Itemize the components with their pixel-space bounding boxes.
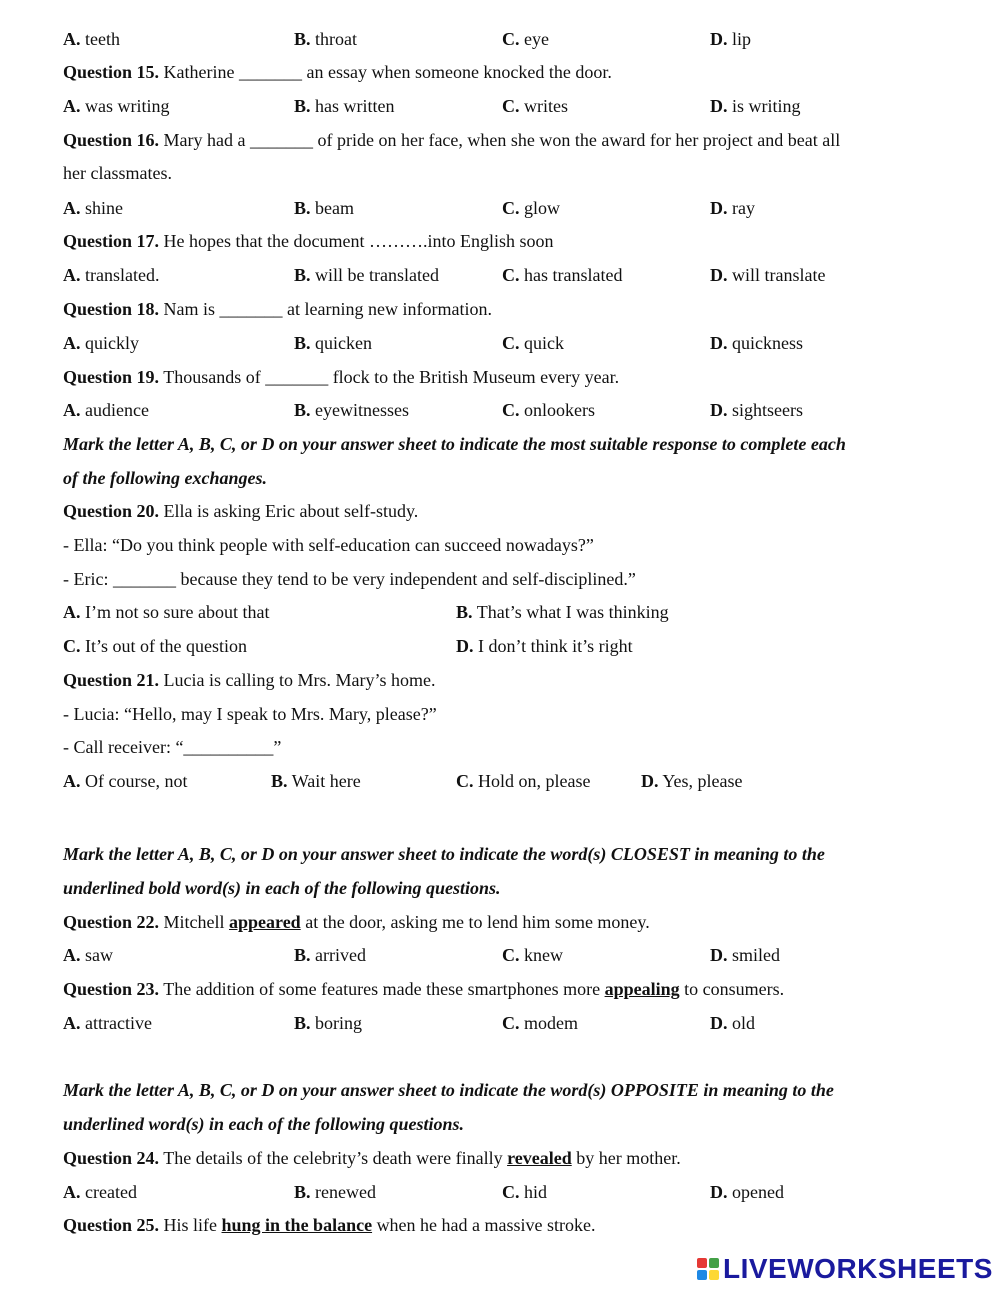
instruction-line: Mark the letter A, B, C, or D on your answer sheet to indicate the word(s) OPPOSITE in meaning to the — [63, 1080, 834, 1100]
logo-square — [709, 1270, 719, 1280]
option-b[interactable]: B. boring — [294, 1013, 363, 1033]
instruction-line: underlined word(s) in each of the following questions. — [63, 1114, 465, 1134]
question-16: Question 16. Mary had a _______ of pride on her face, when she won the award for her project and beat all — [63, 130, 841, 150]
question-19: Question 19. Thousands of _______ flock to the British Museum every year. — [63, 367, 620, 387]
underlined-word: appealing — [604, 979, 680, 999]
question-20: Question 20. Ella is asking Eric about self-study. — [63, 501, 419, 521]
question-18: Question 18. Nam is _______ at learning new information. — [63, 299, 492, 319]
option-d[interactable]: D. old — [710, 1013, 756, 1033]
option-b[interactable]: B. arrived — [294, 945, 366, 965]
underlined-word: appeared — [229, 912, 301, 932]
option-b[interactable]: B. eyewitnesses — [294, 400, 409, 420]
option-c[interactable]: C. hid — [502, 1182, 548, 1202]
option-d[interactable]: D. lip — [710, 29, 752, 49]
question-17: Question 17. He hopes that the document ……….into English soon — [63, 231, 554, 251]
question-25: Question 25. His life hung in the balance when he had a massive stroke. — [63, 1215, 596, 1235]
instruction-line: underlined bold word(s) in each of the following questions. — [63, 878, 501, 898]
option-a[interactable]: A. translated. — [63, 265, 160, 285]
liveworksheets-logo[interactable] — [697, 1253, 993, 1285]
option-d[interactable]: D. ray — [710, 198, 755, 218]
question-24: Question 24. The details of the celebrity’s death were finally revealed by her mother. — [63, 1148, 681, 1168]
dialogue-line: - Lucia: “Hello, may I speak to Mrs. Mary, please?” — [63, 704, 437, 724]
option-c[interactable]: C. onlookers — [502, 400, 595, 420]
option-a[interactable]: A. I’m not so sure about that — [63, 602, 270, 622]
option-b[interactable]: B. will be translated — [294, 265, 439, 285]
question-22: Question 22. Mitchell appeared at the door, asking me to lend him some money. — [63, 912, 650, 932]
dialogue-line: - Call receiver: “__________” — [63, 737, 282, 757]
option-c[interactable]: C. quick — [502, 333, 564, 353]
underlined-word: hung in the balance — [221, 1215, 373, 1235]
option-a[interactable]: A. shine — [63, 198, 123, 218]
dialogue-line: - Ella: “Do you think people with self-education can succeed nowadays?” — [63, 535, 594, 555]
option-a[interactable]: A. teeth — [63, 29, 120, 49]
option-c[interactable]: C. modem — [502, 1013, 578, 1033]
option-a[interactable]: A. was writing — [63, 96, 170, 116]
option-b[interactable]: B. has written — [294, 96, 395, 116]
dialogue-line: - Eric: _______ because they tend to be very independent and self-disciplined.” — [63, 569, 636, 589]
option-d[interactable]: D. opened — [710, 1182, 784, 1202]
question-23: Question 23. The addition of some features made these smartphones more appealing to consumers. — [63, 979, 785, 999]
option-b[interactable]: B. Wait here — [271, 771, 361, 791]
question-15: Question 15. Katherine _______ an essay when someone knocked the door. — [63, 62, 612, 82]
option-c[interactable]: C. has translated — [502, 265, 623, 285]
option-a[interactable]: A. quickly — [63, 333, 139, 353]
logo-square — [697, 1270, 707, 1280]
option-b[interactable]: B. beam — [294, 198, 354, 218]
instruction-line: of the following exchanges. — [63, 468, 268, 488]
option-d[interactable]: D. will translate — [710, 265, 826, 285]
option-c[interactable]: C. Hold on, please — [456, 771, 591, 791]
option-b[interactable]: B. quicken — [294, 333, 372, 353]
option-a[interactable]: A. saw — [63, 945, 113, 965]
option-b[interactable]: B. renewed — [294, 1182, 376, 1202]
logo-square — [697, 1258, 707, 1268]
question-21: Question 21. Lucia is calling to Mrs. Mary’s home. — [63, 670, 436, 690]
option-d[interactable]: D. quickness — [710, 333, 803, 353]
option-c[interactable]: C. glow — [502, 198, 560, 218]
option-a[interactable]: A. attractive — [63, 1013, 152, 1033]
option-c[interactable]: C. writes — [502, 96, 568, 116]
instruction-line: Mark the letter A, B, C, or D on your answer sheet to indicate the word(s) CLOSEST in meaning to the — [63, 844, 825, 864]
option-d[interactable]: D. is writing — [710, 96, 801, 116]
option-d[interactable]: D. smiled — [710, 945, 780, 965]
option-d[interactable]: D. sightseers — [710, 400, 803, 420]
option-b[interactable]: B. That’s what I was thinking — [456, 602, 669, 622]
option-d[interactable]: D. I don’t think it’s right — [456, 636, 633, 656]
option-c[interactable]: C. knew — [502, 945, 563, 965]
logo-mark-icon — [697, 1258, 719, 1280]
instruction-line: Mark the letter A, B, C, or D on your answer sheet to indicate the most suitable response to complete each — [63, 434, 846, 454]
option-c[interactable]: C. eye — [502, 29, 549, 49]
question-16-cont: her classmates. — [63, 163, 172, 183]
underlined-word: revealed — [507, 1148, 572, 1168]
option-a[interactable]: A. created — [63, 1182, 137, 1202]
logo-text: LIVEWORKSHEETS — [723, 1253, 993, 1284]
option-b[interactable]: B. throat — [294, 29, 358, 49]
option-a[interactable]: A. audience — [63, 400, 149, 420]
option-c[interactable]: C. It’s out of the question — [63, 636, 247, 656]
option-d[interactable]: D. Yes, please — [641, 771, 743, 791]
logo-square — [709, 1258, 719, 1268]
option-a[interactable]: A. Of course, not — [63, 771, 188, 791]
